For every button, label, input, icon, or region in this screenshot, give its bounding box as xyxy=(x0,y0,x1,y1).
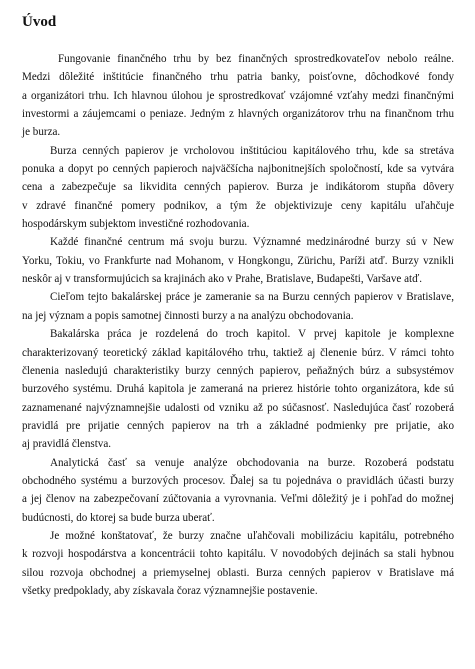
text-line: a jej členov na zabezpečovaní zúčtovania a vyrovnania. Veľmi dôležitý je i pohľad do možnej xyxy=(22,493,454,506)
paragraph-stock-exchange xyxy=(22,142,454,234)
paragraph-analytical-part xyxy=(22,454,454,527)
text-line: neskôr aj v transformujúcich sa krajinách ako v Prahe, Bratislave, Budapešti, Varšave atď. xyxy=(22,273,423,286)
text-line: Je možné konštatovať, že burzy značne uľahčovali mobilizáciu kapitálu, potrebného xyxy=(50,529,454,542)
text-line: aj pravidlá členstva. xyxy=(22,438,112,451)
text-line: hospodárskym subjektom investičné rozhodovania. xyxy=(22,218,250,231)
text-line: je burza. xyxy=(22,126,61,139)
paragraph-intro xyxy=(22,50,454,142)
paragraph-goal xyxy=(22,288,454,325)
text-line: Analytická časť sa venuje analýze obchodovania na burze. Rozoberá podstatu xyxy=(50,456,454,469)
text-line: Každé finančné centrum má svoju burzu. Významné medzinárodné burzy sú v New xyxy=(50,236,454,249)
text-line: budúcnosti, do ktorej sa bude burza uberať. xyxy=(22,511,215,524)
text-line: cena a zabezpečuje sa likvidita cenných papierov. Burza je indikátorom stupňa dôvery xyxy=(22,181,454,194)
text-line: obchodného systému a burzových procesov. Ďalej sa tu pojednáva o pravidlách účasti burzy xyxy=(22,474,454,487)
paragraph-financial-centres xyxy=(22,233,454,288)
page-heading: Úvod xyxy=(22,14,57,30)
text-line: burzového systému. Druhá kapitola je zameraná na prierez histórie tohto organizátora, kde sú xyxy=(22,383,454,396)
text-line: Fungovanie finančného trhu by bez finančných sprostredkovateľov nebolo reálne. xyxy=(58,53,454,65)
text-line: Cieľom tejto bakalárskej práce je zameranie sa na Burzu cenných papierov v Bratislave, xyxy=(50,291,454,304)
text-line: na jej význam a popis samotnej činnosti burzy a na analýzu obchodovania. xyxy=(22,309,354,322)
text-line: v zdravé finančné pomery podnikov, a tým že objektivizuje ceny kapitálu uľahčuje xyxy=(22,199,454,212)
text-line: pravidlá pre prijatie cenných papierov na trh a základné podmienky pre prijatie, ako xyxy=(22,419,454,432)
text-line: všetky predpoklady, aby získavala čoraz významnejšie postavenie. xyxy=(22,584,318,597)
text-line: k rozvoji hospodárstva a koncentrácii tohto kapitálu. V novodobých dejinách sa stali hybnou xyxy=(22,548,454,561)
text-line: Medzi dôležité inštitúcie finančného trhu patria banky, poisťovne, dôchodkové fondy xyxy=(22,71,454,84)
text-line: Bakalárska práca je rozdelená do troch kapitol. V prvej kapitole je komplexne xyxy=(50,328,454,341)
text-line: Yorku, Tokiu, vo Frankfurte nad Mohanom, v Hongkongu, Zürichu, Paríži atď. Burzy vznikli xyxy=(22,254,454,267)
text-line: silou rozvoja obchodnej a priemyselnej oblasti. Burza cenných papierov v Bratislave má xyxy=(22,566,454,579)
text-line: členenia nasledujú charakteristiky burzy cenných papierov, peňažných búrz a subsystémov xyxy=(22,364,454,377)
document-body xyxy=(22,50,454,600)
text-line: charakterizovaný teoretický základ kapitálového trhu, taktiež aj členenie búrz. V rámci tohto xyxy=(22,346,454,359)
text-line: ponuka a dopyt po cenných papieroch najväčšícha najbonitnejších spoločností, kde sa vytvára xyxy=(22,163,454,176)
text-line: zaznamenané najvýznamnejšie udalosti od vzniku až po súčasnosť. Nasledujúca časť rozoberá xyxy=(22,401,454,414)
paragraph-conclusion xyxy=(22,527,454,600)
paragraph-structure xyxy=(22,325,454,453)
text-line: Burza cenných papierov je vrcholovou inštitúciou kapitálového trhu, kde sa stretáva xyxy=(50,144,454,157)
text-line: a organizátori trhu. Ich hlavnou úlohou je sprostredkovať vzájomné vzťahy medzi finančnými xyxy=(22,89,454,102)
text-line: investormi a záujemcami o peniaze. Jedným z hlavných organizátorov trhu na finančnom trhu xyxy=(22,108,454,121)
